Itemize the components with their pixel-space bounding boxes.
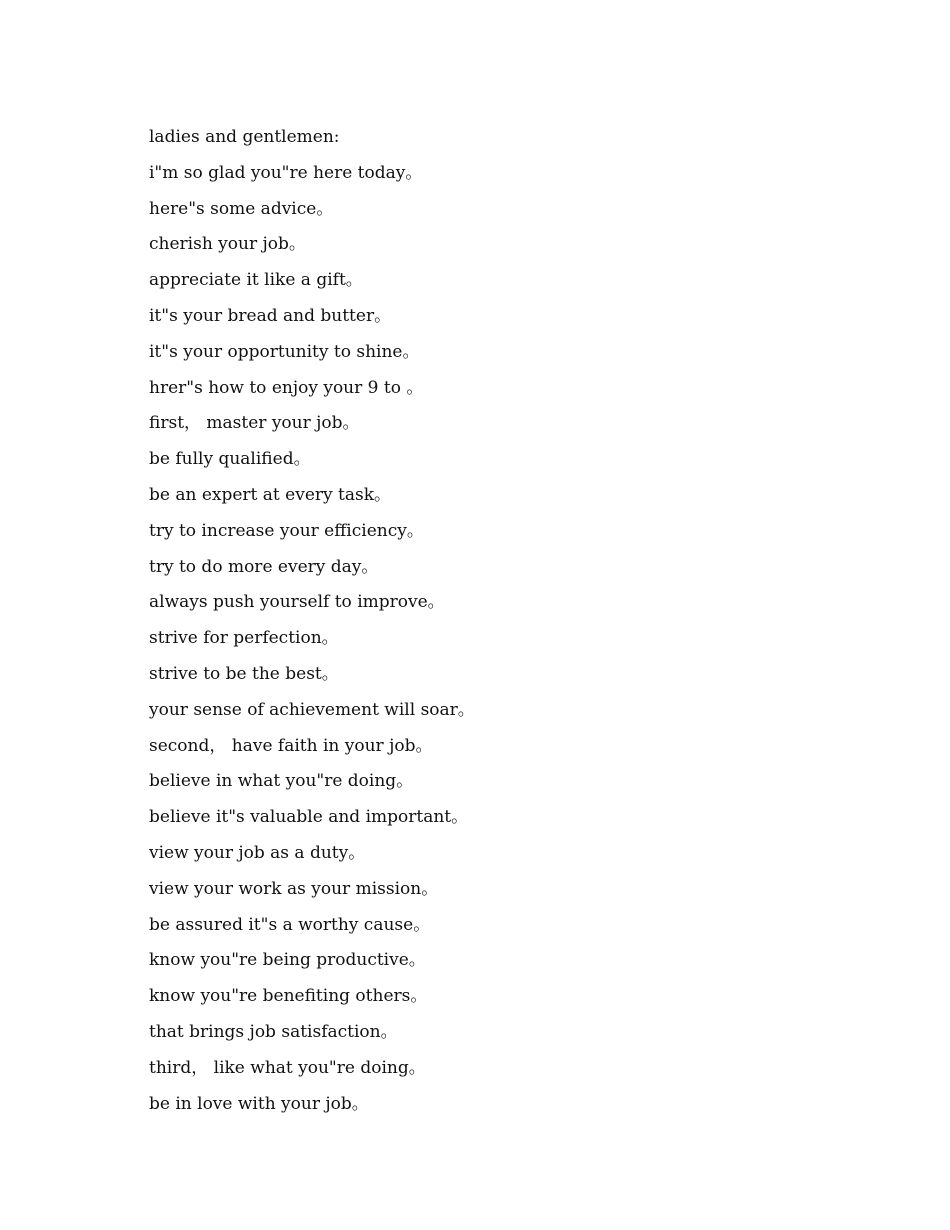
- text-line: appreciate it like a gift。: [149, 270, 363, 291]
- text-line: try to increase your efficiency。: [149, 520, 424, 541]
- text-line: try to do more every day。: [149, 556, 379, 577]
- text-line-greeting: ladies and gentlemen:: [149, 127, 340, 147]
- text-line: here"s some advice。: [149, 198, 334, 219]
- speech-text: [149, 120, 475, 1122]
- text-line: cherish your job。: [149, 234, 306, 255]
- text-line: believe it"s valuable and important。: [149, 807, 469, 828]
- text-line: it"s your bread and butter。: [149, 305, 392, 326]
- text-line: that brings job satisfaction。: [149, 1021, 398, 1042]
- text-line: be in love with your job。: [149, 1093, 369, 1114]
- text-line: second， have faith in your job。: [149, 735, 433, 756]
- text-line: third， like what you"re doing。: [149, 1057, 426, 1078]
- text-line: be an expert at every task。: [149, 484, 392, 505]
- text-line: hrer"s how to enjoy your 9 to 。: [149, 377, 424, 398]
- text-line: view your job as a duty。: [149, 842, 366, 863]
- text-line: it"s your opportunity to shine。: [149, 341, 420, 362]
- text-line: strive for perfection。: [149, 628, 339, 649]
- text-line: know you"re benefiting others。: [149, 986, 428, 1007]
- text-line: first， master your job。: [149, 413, 360, 434]
- text-line: view your work as your mission。: [149, 878, 439, 899]
- text-line: i"m so glad you"re here today。: [149, 162, 423, 183]
- text-line: believe in what you"re doing。: [149, 771, 414, 792]
- text-line: strive to be the best。: [149, 663, 339, 684]
- text-line: be fully qualified。: [149, 449, 311, 470]
- text-line: your sense of achievement will soar。: [149, 699, 475, 720]
- text-line: be assured it"s a worthy cause。: [149, 914, 431, 935]
- text-line: know you"re being productive。: [149, 950, 426, 971]
- text-line: always push yourself to improve。: [149, 592, 445, 613]
